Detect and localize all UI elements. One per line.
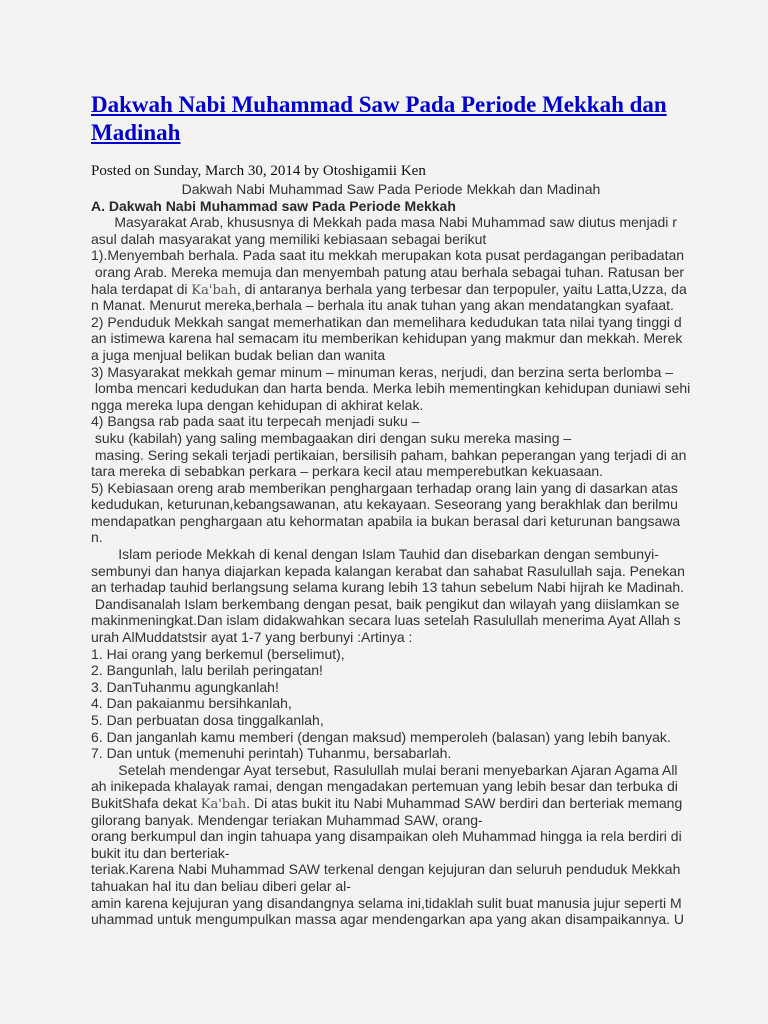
list-item: 5. Dan perbuatan dosa tinggalkanlah, bbox=[91, 712, 324, 728]
list-item: 6. Dan janganlah kamu memberi (dengan maksud) memperoleh (balasan) yang lebih banyak. bbox=[91, 728, 671, 745]
list-item: 3. DanTuhanmu agungkanlah! bbox=[91, 678, 279, 695]
text-line: orang berkumpul dan ingin tahuapa yang disampaikan oleh Muhammad hingga ia rela berdiri di bbox=[91, 828, 682, 845]
text-line: 2) Penduduk Mekkah sangat memerhatikan dan memelihara kedudukan tata nilai tyang tinggi d bbox=[91, 313, 682, 330]
text-line: bukit itu dan berteriak- bbox=[91, 844, 230, 861]
text-line: Masyarakat Arab, khususnya di Mekkah pada masa Nabi Muhammad saw diutus menjadi r bbox=[91, 214, 677, 231]
list-item: 2. Bangunlah, lalu berilah peringatan! bbox=[91, 662, 323, 679]
list-item: 7. Dan untuk (memenuhi perintah) Tuhanmu, bersabarlah. bbox=[91, 745, 452, 762]
list-item: 1. Hai orang yang berkemul (berselimut), bbox=[91, 645, 345, 662]
text-line: mendapatkan penghargaan atu kehormatan apabila ia bukan berasal dari keturunan bangsawa bbox=[91, 512, 681, 529]
text-line: Setelah mendengar Ayat tersebut, Rasulullah mulai berani menyebarkan Ajaran Agama All bbox=[91, 761, 678, 778]
text-fragment: BukitShafa dekat bbox=[91, 794, 201, 811]
section-heading: A. Dakwah Nabi Muhammad saw Pada Periode Mekkah bbox=[91, 197, 456, 214]
text-fragment: , di antaranya berhala yang terbesar dan terpopuler, yaitu Latta,Uzza, da bbox=[236, 280, 687, 297]
text-line: n Manat. Menurut mereka,berhala – berhala itu anak tuhan yang akan mendatangkan syafaat. bbox=[91, 297, 674, 314]
text-line: sembunyi dan hanya diajarkan kepada kalangan kerabat dan sahabat Rasulullah saja. Penekan bbox=[91, 562, 685, 579]
kabah-term: Ka'bah bbox=[191, 282, 237, 298]
text-fragment: hala terdapat di bbox=[91, 280, 192, 297]
text-line: amin karena kejujuran yang disandangnya selama ini,tidaklah sulit buat manusia jujur seperti M bbox=[91, 894, 682, 911]
text-line: orang Arab. Mereka memuja dan menyembah patung atau berhala sebagai tuhan. Ratusan ber bbox=[91, 263, 685, 280]
text-line bbox=[91, 795, 691, 812]
text-line: urah AlMuddatstsir ayat 1-7 yang berbunyi :Artinya : bbox=[91, 629, 413, 646]
text-line: an terhadap tauhid berlangsung selama kurang lebih 13 tahun sebelum Nabi hijrah ke Madinah. bbox=[91, 579, 685, 596]
text-line: Islam periode Mekkah di kenal dengan Islam Tauhid dan disebarkan dengan sembunyi- bbox=[91, 546, 659, 563]
post-meta: Posted on Sunday, March 30, 2014 by Otoshigamii Ken bbox=[91, 163, 426, 179]
text-line: 5) Kebiasaan oreng arab memberikan penghargaan terhadap orang lain yang di dasarkan atas bbox=[91, 479, 678, 496]
text-line: suku (kabilah) yang saling membagaakan diri dengan suku mereka masing – bbox=[91, 429, 572, 446]
article-title-link[interactable]: Dakwah Nabi Muhammad Saw Pada Periode Mekkah dan Madinah bbox=[91, 92, 667, 145]
text-line: masing. Sering sekali terjadi pertikaian, bersilisih paham, bahkan peperangan yang terjadi di an bbox=[91, 446, 687, 463]
text-line: a juga menjual belikan budak belian dan wanita bbox=[91, 346, 386, 363]
text-line: lomba mencari kedudukan dan harta benda. Merka lebih mementingkan kehidupan duniawi sehi bbox=[91, 380, 691, 397]
text-fragment: . Di atas bukit itu Nabi Muhammad SAW berdiri dan berteriak memang bbox=[246, 794, 683, 811]
text-line: 1).Menyembah berhala. Pada saat itu mekkah merupakan kota pusat perdagangan peribadatan bbox=[91, 247, 685, 264]
text-line: makinmeningkat.Dan islam didakwahkan secara luas setelah Rasulullah menerima Ayat Allah s bbox=[91, 612, 681, 629]
text-line: tahuakan hal itu dan beliau diberi gelar al- bbox=[91, 877, 351, 894]
text-line: uhammad untuk mengumpulkan massa agar mendengarkan apa yang akan disampaikannya. U bbox=[91, 911, 685, 928]
text-line bbox=[91, 281, 691, 298]
text-line: asul dalah masyarakat yang memiliki kebiasaan sebagai berikut bbox=[91, 230, 487, 247]
text-line: ngga mereka lupa dengan kehidupan di akhirat kelak. bbox=[91, 396, 424, 413]
text-line: gilorang banyak. Mendengar teriakan Muhammad SAW, orang- bbox=[91, 811, 483, 828]
article-body bbox=[91, 181, 691, 928]
text-line: n. bbox=[91, 529, 103, 546]
text-line: 3) Masyarakat mekkah gemar minum – minuman keras, nerjudi, dan berzina serta berlomba – bbox=[91, 363, 674, 380]
text-line: teriak.Karena Nabi Muhammad SAW terkenal dengan kejujuran dan seluruh penduduk Mekkah bbox=[91, 861, 681, 878]
article-subtitle: Dakwah Nabi Muhammad Saw Pada Periode Mekkah dan Madinah bbox=[181, 181, 601, 197]
kabah-term: Ka'bah bbox=[200, 796, 247, 812]
text-line: 4) Bangsa rab pada saat itu terpecah menjadi suku – bbox=[91, 413, 420, 430]
text-line: ah inikepada khalayak ramai, dengan mengadakan pertemuan yang lebih besar dan terbuka di bbox=[91, 778, 678, 795]
list-item: 4. Dan pakaianmu bersihkanlah, bbox=[91, 695, 292, 712]
text-line: kedudukan, keturunan,kebangsawanan, atu kekayaan. Seseorang yang berakhlak dan berilmu bbox=[91, 496, 678, 513]
text-line: an istimewa karena hal semacam itu memberikan kehidupan yang makmur dan mekkah. Merek bbox=[91, 330, 683, 347]
text-line: Dandisanalah Islam berkembang dengan pesat, baik pengikut dan wilayah yang diislamkan se bbox=[91, 595, 680, 612]
text-line: tara mereka di sebabkan perkara – perkara kecil atau memperebutkan kekuasaan. bbox=[91, 463, 604, 480]
